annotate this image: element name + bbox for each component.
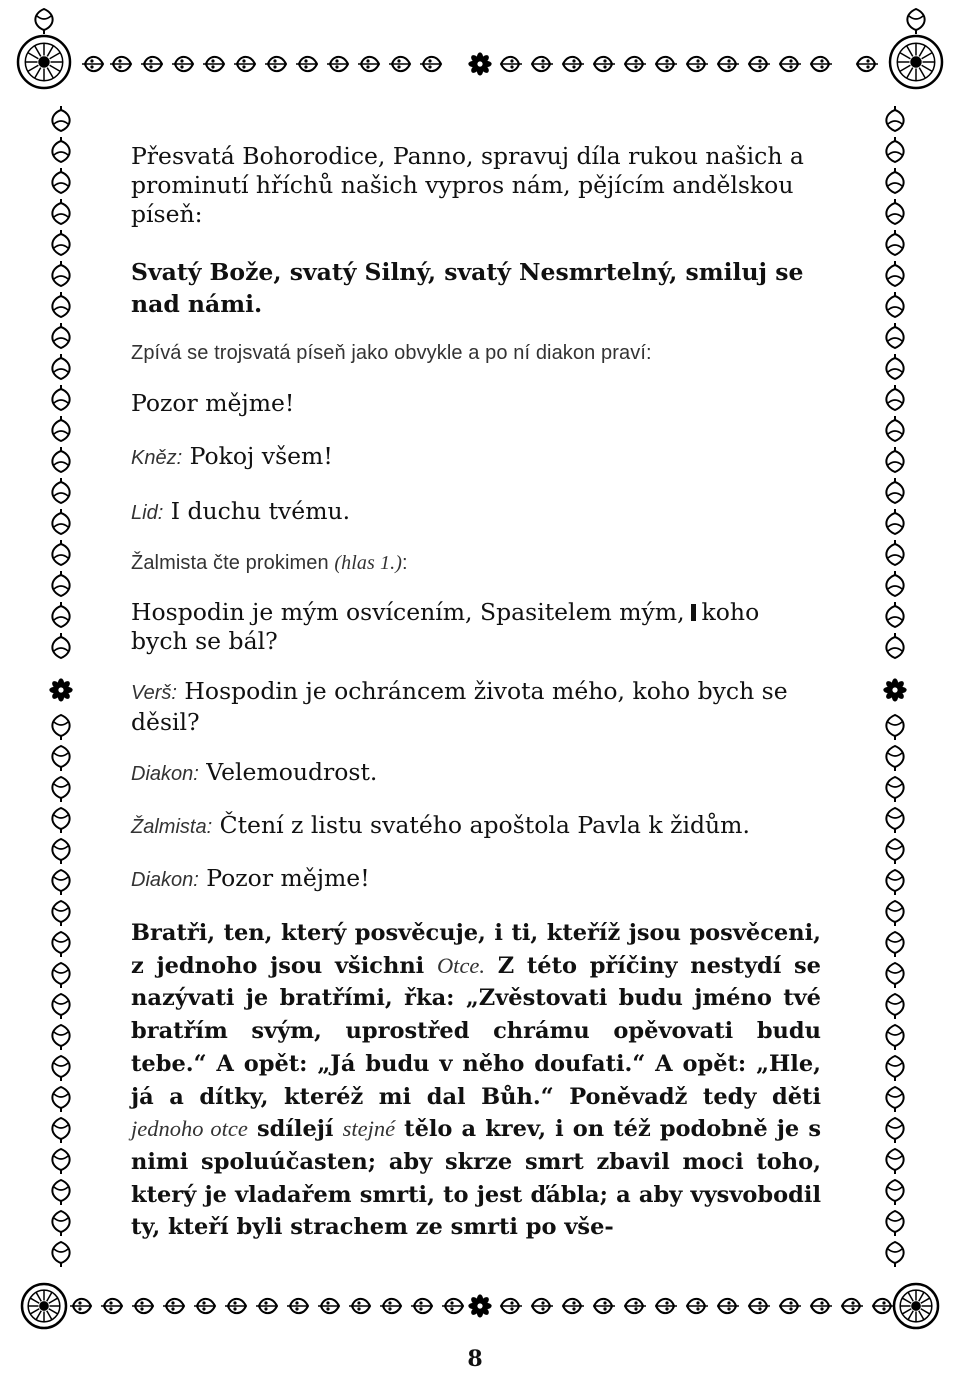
verse-paragraph: [131, 677, 821, 737]
prokimenon-text-b: koho bych se bál?: [131, 598, 760, 655]
epistle-reading: [131, 917, 821, 1244]
epistle-text-4: tělo a krev, i on též podobně je s nimi spoluúčasten; aby skrze smrt zbavil moci toho, který je vladařem smrti, to jest ďábla; a aby vysvobodil ty, kteří byli strachem ze smrti po vše-: [131, 1116, 822, 1241]
border-right: [872, 96, 918, 1282]
priest-text: Pokoj všem!: [189, 442, 333, 470]
psalmist-line: [131, 811, 821, 842]
deacon-line-2: [131, 864, 821, 895]
attend-paragraph: [131, 389, 821, 418]
deacon-text-2: Pozor mějme!: [206, 864, 370, 892]
prokimenon-paragraph: [131, 598, 821, 656]
epistle-italic-1: Otce.: [436, 952, 486, 978]
trisagion-paragraph: [131, 256, 821, 320]
psalmist-label: Žalmista:: [131, 816, 213, 838]
trisagion-text: Svatý Bože, svatý Silný, svatý Nesmrtelný, smiluj se nad námi.: [131, 258, 804, 318]
people-text: I duchu tvému.: [170, 497, 351, 525]
epistle-italic-2: jednoho otce: [131, 1116, 248, 1142]
rubric-colon: :: [401, 552, 408, 574]
verse-label: Verš:: [131, 682, 177, 704]
tone-note: (hlas 1.): [334, 552, 402, 574]
deacon-line-1: [131, 758, 821, 789]
border-left: [38, 96, 84, 1282]
rubric-text: Zpívá se trojsvatá píseň jako obvykle a po ní diakon praví:: [131, 342, 652, 364]
verse-divider-mark: [691, 604, 696, 621]
epistle-text-1: Bratři, ten, který posvěcuje, i ti, kteříž jsou posvěceni, z jednoho jsou všichni: [131, 920, 821, 979]
verse-text: Hospodin je ochráncem života mého, koho bych se děsil?: [131, 677, 788, 736]
epistle-text-2: Z této příčiny nestydí se nazývati je bratřími, řka: „Zvěstovati budu jméno tvé bratřím svým, uprostřed chrámu opěvovati budu tebe.“ A opět: „Já budu v něho doufati.“ A opět: „Hle, já a dítky, kteréž mi dal Bůh.“ Poněvadž tedy děti: [131, 952, 821, 1110]
priest-label: Kněz:: [131, 447, 183, 469]
people-line: [131, 497, 821, 528]
deacon-text-1: Velemoudrost.: [206, 758, 378, 786]
prokimenon-text-a: Hospodin je mým osvícením, Spasitelem mým,: [131, 598, 685, 626]
epistle-italic-3: stejné: [342, 1116, 396, 1142]
border-top: [10, 8, 950, 98]
page-number: 8: [467, 1346, 483, 1372]
psalmist-rubric-text: Žalmista čte prokimen: [131, 552, 329, 574]
priest-line: [131, 442, 821, 473]
attend-text: Pozor mějme!: [131, 389, 295, 417]
people-label: Lid:: [131, 502, 164, 524]
psalmist-text: Čtení z listu svatého apoštola Pavla k židům.: [219, 811, 750, 839]
page-body: [131, 142, 821, 1244]
rubric-paragraph: [131, 340, 821, 366]
deacon-label-2: Diakon:: [131, 869, 199, 891]
deacon-label-1: Diakon:: [131, 763, 199, 785]
epistle-text-3: sdílejí: [256, 1116, 334, 1143]
border-bottom: [10, 1280, 950, 1340]
psalmist-rubric: [131, 550, 821, 576]
prayer-paragraph: [131, 142, 821, 229]
prayer-text: Přesvatá Bohorodice, Panno, spravuj díla rukou našich a prominutí hříchů našich vypros nám, pějícím andělskou píseň:: [131, 142, 804, 228]
